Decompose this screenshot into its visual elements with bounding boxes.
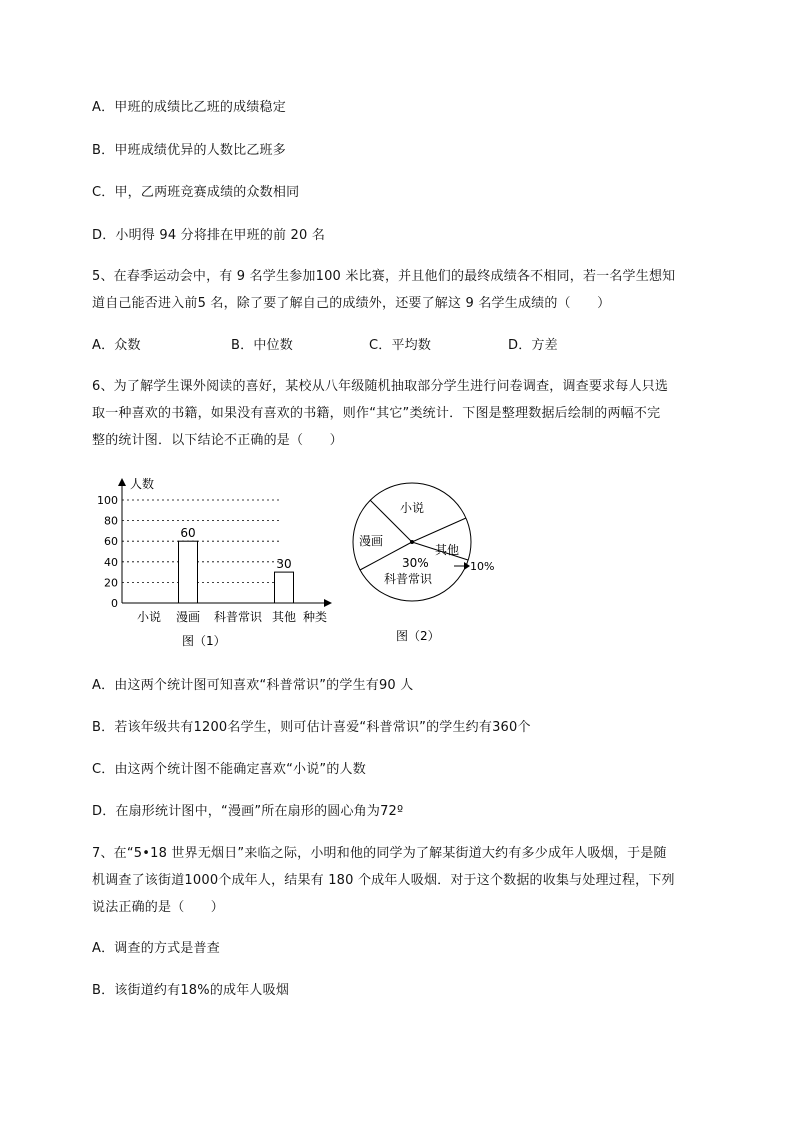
pie-label-comic: 漫画 — [359, 534, 384, 548]
q7-stem-line1: 7、在“5•18 世界无烟日”来临之际，小明和他的同学为了解某街道大约有多少成年人吸烟，于是随 — [92, 846, 667, 861]
pie-percent-other: 10% — [470, 560, 495, 573]
q5-option-c: C．平均数 — [369, 338, 432, 353]
x-tick-label: 科普常识 — [213, 610, 263, 624]
q6-charts-svg — [92, 470, 512, 655]
q4-option-a: A．甲班的成绩比乙班的成绩稳定 — [92, 100, 286, 115]
pie-chart-caption: 图（2） — [396, 629, 440, 643]
q7-stem-line3: 说法正确的是（ ） — [92, 900, 225, 915]
q6-option-b: B．若该年级共有1200名学生，则可估计喜爱“科普常识”的学生约有360个 — [92, 720, 531, 735]
bar — [275, 572, 294, 603]
pie-percent-science: 30% — [402, 556, 429, 570]
y-tick-label: 20 — [104, 576, 118, 590]
x-tick-label: 漫画 — [175, 610, 201, 624]
pie-label-science: 科普常识 — [384, 572, 433, 586]
q4-option-c: C．甲，乙两班竞赛成绩的众数相同 — [92, 185, 300, 200]
bar-data-label: 60 — [180, 526, 196, 541]
q6-figures — [92, 470, 512, 659]
q4-option-b: B．甲班成绩优异的人数比乙班多 — [92, 143, 286, 158]
q5-option-a: A．众数 — [92, 338, 141, 353]
q7-option-a: A．调查的方式是普查 — [92, 941, 220, 956]
x-axis-label: 种类 — [303, 610, 328, 624]
y-axis-arrow — [118, 478, 126, 486]
q6-stem-line2: 取一种喜欢的书籍，如果没有喜欢的书籍，则作“其它”类统计．下图是整理数据后绘制的两幅不完 — [92, 406, 661, 421]
y-tick-label: 60 — [104, 535, 118, 549]
q4-option-d: D．小明得 94 分将排在甲班的前 20 名 — [92, 228, 326, 243]
q6-option-a: A．由这两个统计图可知喜欢“科普常识”的学生有90 人 — [92, 678, 414, 693]
bar-chart-caption: 图（1） — [182, 634, 226, 648]
pie-chart — [353, 483, 494, 643]
q7-stem-line2: 机调查了该街道1000个成年人，结果有 180 个成年人吸烟．对于这个数据的收集与处理过程，下列 — [92, 873, 675, 888]
y-tick-label: 40 — [104, 555, 118, 569]
y-tick-label: 80 — [104, 514, 118, 528]
q6-stem-line1: 6、为了解学生课外阅读的喜好，某校从八年级随机抽取部分学生进行问卷调查，调查要求每人只选 — [92, 379, 669, 394]
bar-chart — [97, 476, 332, 648]
bar-data-label: 30 — [276, 557, 292, 572]
pie-label-novel: 小说 — [400, 501, 425, 515]
q6-option-c: C．由这两个统计图不能确定喜欢“小说”的人数 — [92, 762, 366, 777]
x-tick-label: 小说 — [136, 610, 162, 624]
y-axis-label: 人数 — [130, 477, 155, 491]
q5-options — [92, 337, 692, 355]
x-axis-arrow — [324, 599, 332, 607]
q7-option-b: B．该街道约有18%的成年人吸烟 — [92, 983, 290, 998]
bar — [179, 541, 198, 603]
q6-option-d: D．在扇形统计图中，“漫画”所在扇形的圆心角为72º — [92, 804, 404, 819]
pie-label-other: 其他 — [435, 543, 460, 557]
q5-option-d: D．方差 — [508, 338, 558, 353]
y-tick-label: 100 — [97, 494, 118, 507]
q6-stem-line3: 整的统计图．以下结论不正确的是（ ） — [92, 433, 343, 448]
q5-stem-line2: 道自己能否进入前5 名，除了要了解自己的成绩外，还要了解这 9 名学生成绩的（ ） — [92, 296, 611, 311]
x-tick-label: 其他 — [271, 610, 297, 624]
q5-option-b: B．中位数 — [231, 338, 293, 353]
y-tick-label: 0 — [111, 597, 118, 610]
q5-stem-line1: 5、在春季运动会中，有 9 名学生参加100 米比赛，并且他们的最终成绩各不相同，若一名学生想知 — [92, 269, 676, 284]
pie-center — [410, 540, 414, 544]
pie-divider-novel-other — [412, 518, 466, 542]
